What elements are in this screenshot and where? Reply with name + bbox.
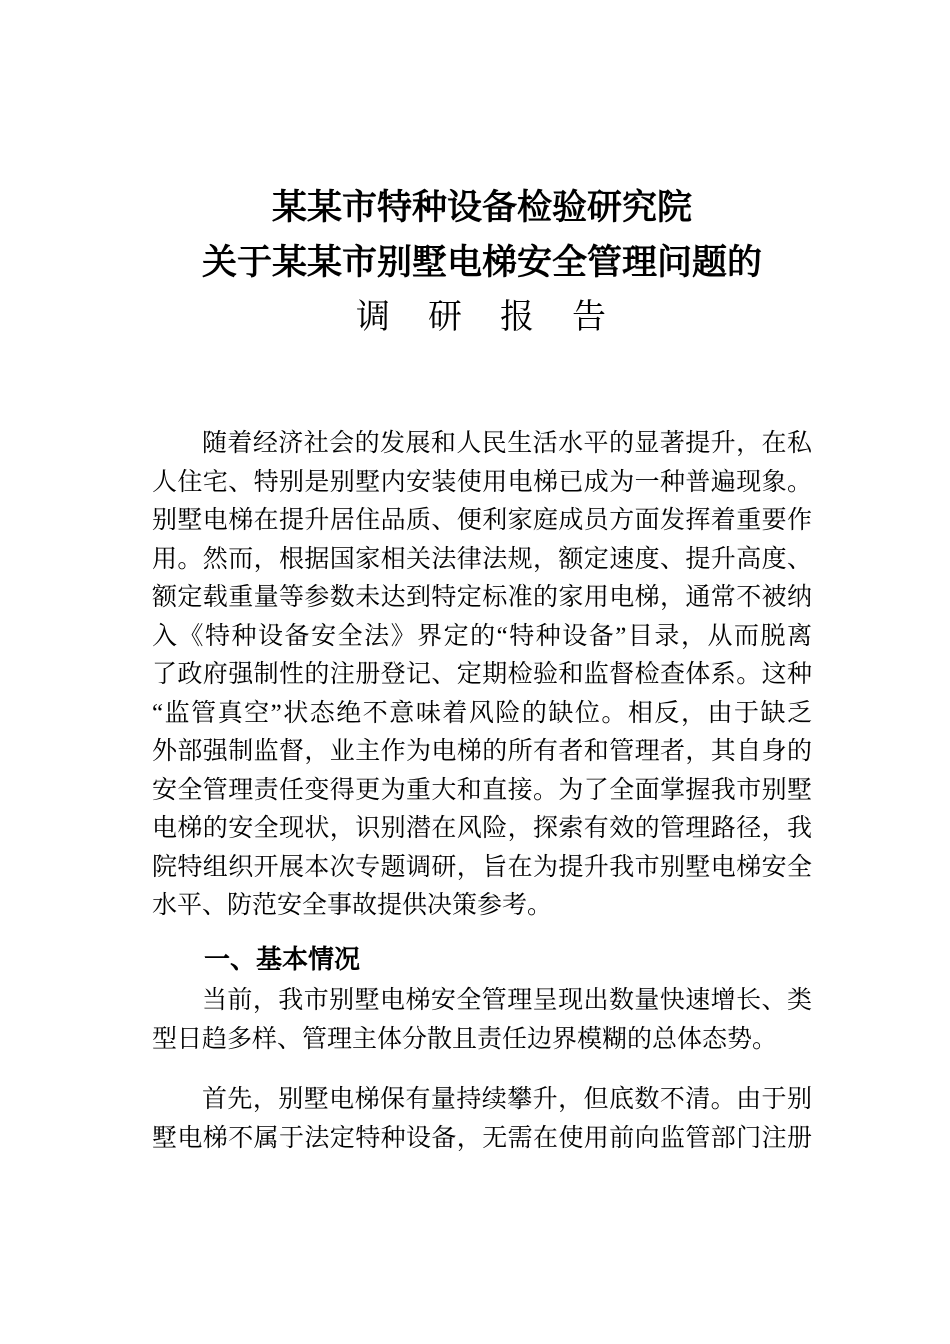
document-title [152,180,812,345]
title-line-3: 调 研 报 告 [356,299,608,336]
paragraph-line: 随着经济社会的发展和人民生活水平的显著提升，在私 [202,430,812,457]
intro-paragraph [152,425,812,926]
overview-paragraph [152,982,812,1059]
paragraph-line: 院特组织开展本次专题调研，旨在为提升我市别墅电梯安全 [152,853,812,881]
section-1-heading: 一、基本情况 [204,943,361,974]
title-line-1: 某某市特种设备检验研究院 [271,188,692,227]
fleet-status-paragraph [152,1081,812,1158]
paragraph-line: 安全管理责任变得更为重大和直接。为了全面掌握我市别墅 [152,776,812,804]
paragraph-line: 入《特种设备安全法》界定的“特种设备”目录，从而脱离 [152,622,812,650]
paragraph-line: 用。然而，根据国家相关法律法规，额定速度、提升高度、 [152,545,812,573]
paragraph-line: “监管真空”状态绝不意味着风险的缺位。相反，由于缺乏 [152,699,812,727]
paragraph-line: 别墅电梯在提升居住品质、便利家庭成员方面发挥着重要作 [152,507,812,534]
paragraph-line: 墅电梯不属于法定特种设备，无需在使用前向监管部门注册 [152,1124,812,1152]
document-body [152,425,812,1158]
paragraph-line: 外部强制监督，业主作为电梯的所有者和管理者，其自身的 [152,738,812,765]
paragraph-line: 水平、防范安全事故提供决策参考。 [152,892,553,919]
paragraph-line: 型日趋多样、管理主体分散且责任边界模糊的总体态势。 [152,1025,778,1053]
paragraph-line: 额定载重量等参数未达到特定标准的家用电梯，通常不被纳 [152,584,812,611]
paragraph-line: 了政府强制性的注册登记、定期检验和监督检查体系。这种 [152,661,812,688]
paragraph-line: 当前，我市别墅电梯安全管理呈现出数量快速增长、类 [202,987,812,1014]
paragraph-line: 首先，别墅电梯保有量持续攀升，但底数不清。由于别 [202,1086,812,1113]
paragraph-line: 人住宅、特别是别墅内安装使用电梯已成为一种普遍现象。 [152,468,812,496]
paragraph-line: 电梯的安全现状，识别潜在风险，探索有效的管理路径，我 [152,815,812,842]
title-line-2: 关于某某市别墅电梯安全管理问题的 [201,243,762,282]
document-content [152,180,812,1158]
